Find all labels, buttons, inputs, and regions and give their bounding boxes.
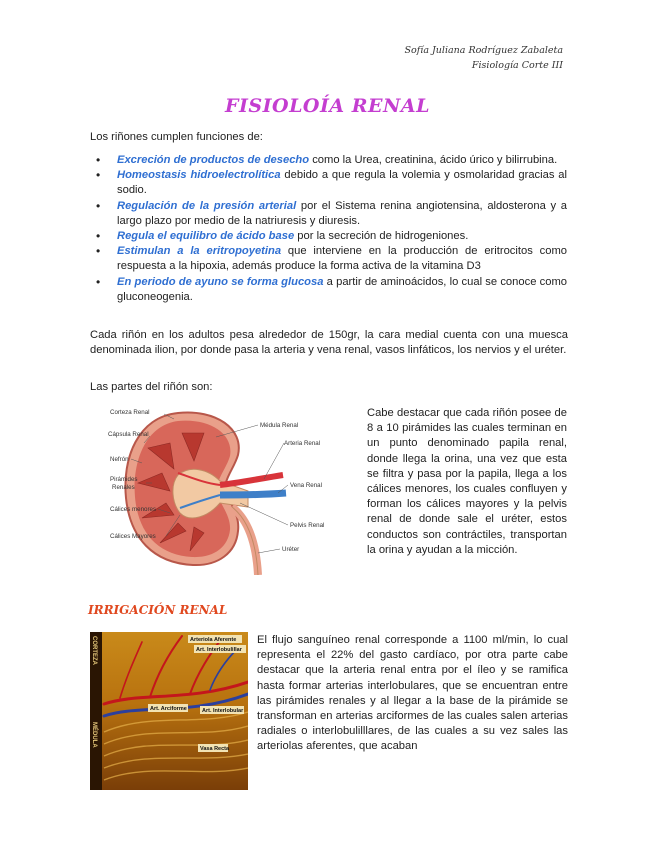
label-pyramids-2: Renales [112,484,135,491]
label-major-calyces: Cálices Mayores [110,533,156,540]
header-author: Sofía Juliana Rodríguez Zabaleta [404,45,563,56]
label-artery: Arteria Renal [284,440,321,447]
label-pelvis: Pelvis Renal [290,522,325,529]
label-ureter: Uréter [282,546,300,553]
list-item: • Estimulan a la eritropoyetina que interviene en la producción de eritrocitos como respuesta a la hipoxia, además produce la forma activa de la vitamina D3 [117,244,567,274]
header-course: Fisiología Corte III [471,60,563,71]
weight-paragraph: Cada riñón en los adultos pesa alrededor de 150gr, la cara medial cuenta con una muesca denominada ilion, por donde pasa la arteria y vena renal, vasos linfáticos, los nervios y el uréter. [90,329,568,357]
tag-interlobulillar: Art. Interlobulillar [196,647,242,653]
label-capsule: Cápsula Renal [108,431,149,438]
intro-text: Los riñones cumplen funciones de: [90,131,263,143]
irrigation-diagram [90,632,248,790]
label-medulla: Médula Renal [260,422,299,429]
tag-vasa-recta: Vasa Recta [200,746,230,752]
section-title: IRRIGACIÓN RENAL [88,603,228,617]
kidney-diagram [108,403,358,575]
functions-list [117,153,567,305]
kidney-paragraph: Cabe destacar que cada riñón posee de 8 a 10 pirámides las cuales terminan en un punto denominado papila renal, donde llega la orina, una vez que esta se filtra y pasa por la papila, llega a los cálices menores, los cuales confluyen y forman los cálices mayores y la pelvis renal de donde sale el uréter, estos conductos son contráctiles, transportan la orina y ayudan a la micción. [367,407,567,556]
tag-arciforme: Art. Arciforme [150,706,187,712]
list-item: • Regulación de la presión arterial por el Sistema renina angiotensina, aldosterona y a largo plazo por medio de la natriuresis y diuresis. [117,199,567,229]
label-cortex: Corteza Renal [110,409,150,416]
label-pyramids-1: Pirámides [110,476,138,483]
label-vein: Vena Renal [290,482,322,489]
list-item: • Excreción de productos de desecho como la Urea, creatinina, ácido úrico y bilirrubina. [117,153,567,168]
irrigation-paragraph: El flujo sanguíneo renal corresponde a 1100 ml/min, lo cual representa el 22% del gasto cardíaco, por otra parte cabe destacar que la arteria renal entra por el íleo y se ramifica hasta formar arterias interlobulares, que se encuentran entre las pirámides renales y al llegar a la base de la pirámide se transforman en arterias arciformes de las cuales salen arterias radiales o interlobulilllares, de las cuales a su vez sales las arteriolas aferentes, que acaban [257,634,568,753]
parts-intro: Las partes del riñón son: [90,381,213,393]
label-minor-calyces: Cálices menores [110,506,157,513]
list-item: • Regula el equilibro de ácido base por la secreción de hidrogeniones. [117,229,567,244]
tag-afferent: Arteriola Aferente [190,637,237,643]
tag-interlobar: Art. Interlobular [202,708,244,714]
page-title: FISIOLOÍA RENAL [225,95,430,117]
side-label-top: CORTEZA [91,636,97,665]
side-label-bottom: MÉDULA [91,722,97,748]
list-item: • En periodo de ayuno se forma glucosa a partir de aminoácidos, lo cual se conoce como gluconeogenia. [117,275,567,305]
label-nephron: Nefrón [110,456,129,463]
list-item: • Homeostasis hidroelectrolítica debido a que regula la volemia y osmolaridad gracias al sodio. [117,168,567,198]
